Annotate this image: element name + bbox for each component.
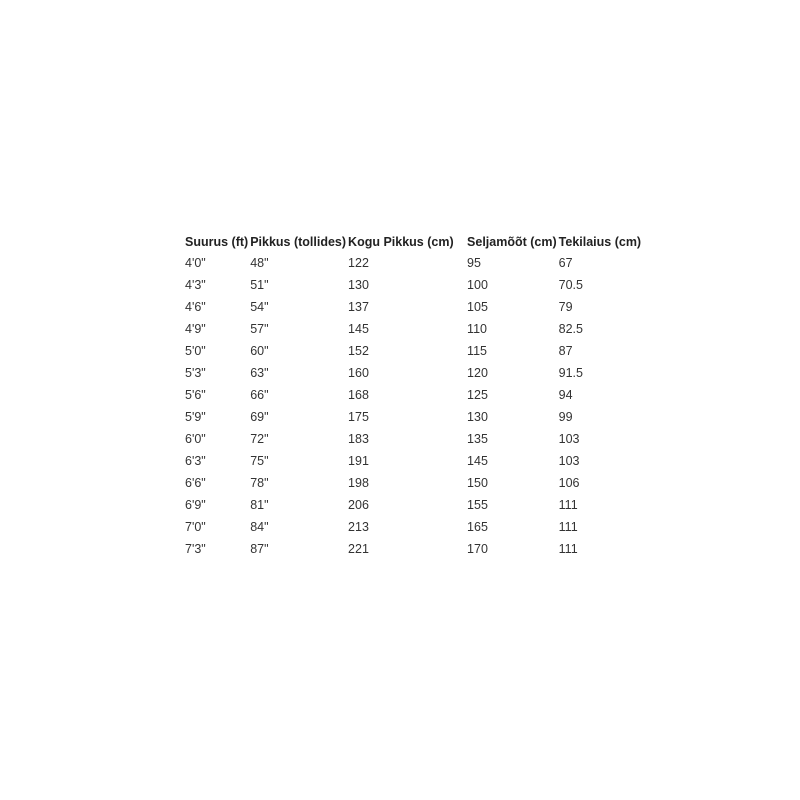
header-total-length-cm: Kogu Pikkus (cm) xyxy=(348,235,454,249)
cell-deck-width-cm: 103 xyxy=(558,454,580,468)
cell-total-length-cm: 137 xyxy=(348,300,369,314)
cell-length-inches: 81" xyxy=(250,498,269,512)
cell-back-size-cm: 155 xyxy=(467,498,488,512)
header-row xyxy=(185,232,651,252)
cell-total-length-cm: 191 xyxy=(348,454,369,468)
cell-total-length-cm: 175 xyxy=(348,410,369,424)
table-row xyxy=(185,274,651,296)
cell-deck-width-cm: 111 xyxy=(558,542,578,556)
cell-back-size-cm: 120 xyxy=(467,366,488,380)
table-row xyxy=(185,318,651,340)
cell-deck-width-cm: 103 xyxy=(558,432,580,446)
table-row xyxy=(185,406,651,428)
cell-length-inches: 63" xyxy=(250,366,269,380)
table-row xyxy=(185,472,651,494)
header-back-size-cm: Seljamõõt (cm) xyxy=(467,235,557,249)
cell-total-length-cm: 145 xyxy=(348,322,369,336)
table-row xyxy=(185,494,651,516)
cell-total-length-cm: 198 xyxy=(348,476,369,490)
cell-deck-width-cm: 91.5 xyxy=(558,366,583,380)
cell-deck-width-cm: 67 xyxy=(558,256,573,270)
cell-length-inches: 87" xyxy=(250,542,269,556)
table-row xyxy=(185,538,651,560)
cell-size-ft: 6'6" xyxy=(185,476,206,490)
cell-length-inches: 75" xyxy=(250,454,269,468)
cell-total-length-cm: 160 xyxy=(348,366,369,380)
cell-length-inches: 51" xyxy=(250,278,269,292)
cell-total-length-cm: 152 xyxy=(348,344,369,358)
table-row xyxy=(185,340,651,362)
cell-total-length-cm: 168 xyxy=(348,388,369,402)
cell-back-size-cm: 110 xyxy=(467,322,487,336)
table-header xyxy=(185,232,651,252)
cell-deck-width-cm: 79 xyxy=(558,300,573,314)
header-deck-width-cm: Tekilaius (cm) xyxy=(558,235,642,249)
cell-total-length-cm: 130 xyxy=(348,278,369,292)
table-row xyxy=(185,450,651,472)
cell-deck-width-cm: 106 xyxy=(558,476,580,490)
cell-total-length-cm: 122 xyxy=(348,256,369,270)
cell-back-size-cm: 145 xyxy=(467,454,488,468)
cell-deck-width-cm: 99 xyxy=(558,410,573,424)
table-row xyxy=(185,428,651,450)
cell-size-ft: 6'0" xyxy=(185,432,206,446)
cell-length-inches: 66" xyxy=(250,388,269,402)
cell-size-ft: 4'0" xyxy=(185,256,206,270)
cell-back-size-cm: 130 xyxy=(467,410,488,424)
header-size-ft: Suurus (ft) xyxy=(185,235,249,249)
cell-size-ft: 5'0" xyxy=(185,344,206,358)
table-row xyxy=(185,516,651,538)
cell-length-inches: 48" xyxy=(250,256,269,270)
cell-back-size-cm: 105 xyxy=(467,300,488,314)
cell-length-inches: 69" xyxy=(250,410,269,424)
cell-size-ft: 4'9" xyxy=(185,322,206,336)
cell-total-length-cm: 221 xyxy=(348,542,369,556)
cell-total-length-cm: 183 xyxy=(348,432,369,446)
cell-size-ft: 6'3" xyxy=(185,454,206,468)
header-length-inches: Pikkus (tollides) xyxy=(250,235,347,249)
cell-deck-width-cm: 94 xyxy=(558,388,573,402)
cell-back-size-cm: 115 xyxy=(467,344,487,358)
cell-back-size-cm: 170 xyxy=(467,542,488,556)
cell-total-length-cm: 206 xyxy=(348,498,369,512)
cell-size-ft: 5'6" xyxy=(185,388,206,402)
table-body xyxy=(185,252,651,560)
cell-back-size-cm: 100 xyxy=(467,278,488,292)
table-row xyxy=(185,296,651,318)
cell-size-ft: 4'3" xyxy=(185,278,206,292)
cell-size-ft: 7'3" xyxy=(185,542,206,556)
cell-deck-width-cm: 87 xyxy=(558,344,573,358)
cell-back-size-cm: 95 xyxy=(467,256,481,270)
table-row xyxy=(185,362,651,384)
cell-size-ft: 5'9" xyxy=(185,410,206,424)
cell-size-ft: 6'9" xyxy=(185,498,206,512)
cell-back-size-cm: 150 xyxy=(467,476,488,490)
size-chart-table xyxy=(185,232,651,560)
cell-size-ft: 5'3" xyxy=(185,366,206,380)
cell-length-inches: 84" xyxy=(250,520,269,534)
cell-length-inches: 54" xyxy=(250,300,269,314)
table-row xyxy=(185,252,651,274)
cell-size-ft: 7'0" xyxy=(185,520,206,534)
cell-back-size-cm: 165 xyxy=(467,520,488,534)
cell-size-ft: 4'6" xyxy=(185,300,206,314)
cell-length-inches: 72" xyxy=(250,432,269,446)
cell-deck-width-cm: 70.5 xyxy=(558,278,583,292)
cell-length-inches: 57" xyxy=(250,322,269,336)
cell-length-inches: 60" xyxy=(250,344,269,358)
cell-deck-width-cm: 82.5 xyxy=(558,322,583,336)
cell-deck-width-cm: 111 xyxy=(558,520,578,534)
cell-back-size-cm: 135 xyxy=(467,432,488,446)
table-row xyxy=(185,384,651,406)
cell-deck-width-cm: 111 xyxy=(558,498,578,512)
cell-total-length-cm: 213 xyxy=(348,520,369,534)
cell-length-inches: 78" xyxy=(250,476,269,490)
cell-back-size-cm: 125 xyxy=(467,388,488,402)
